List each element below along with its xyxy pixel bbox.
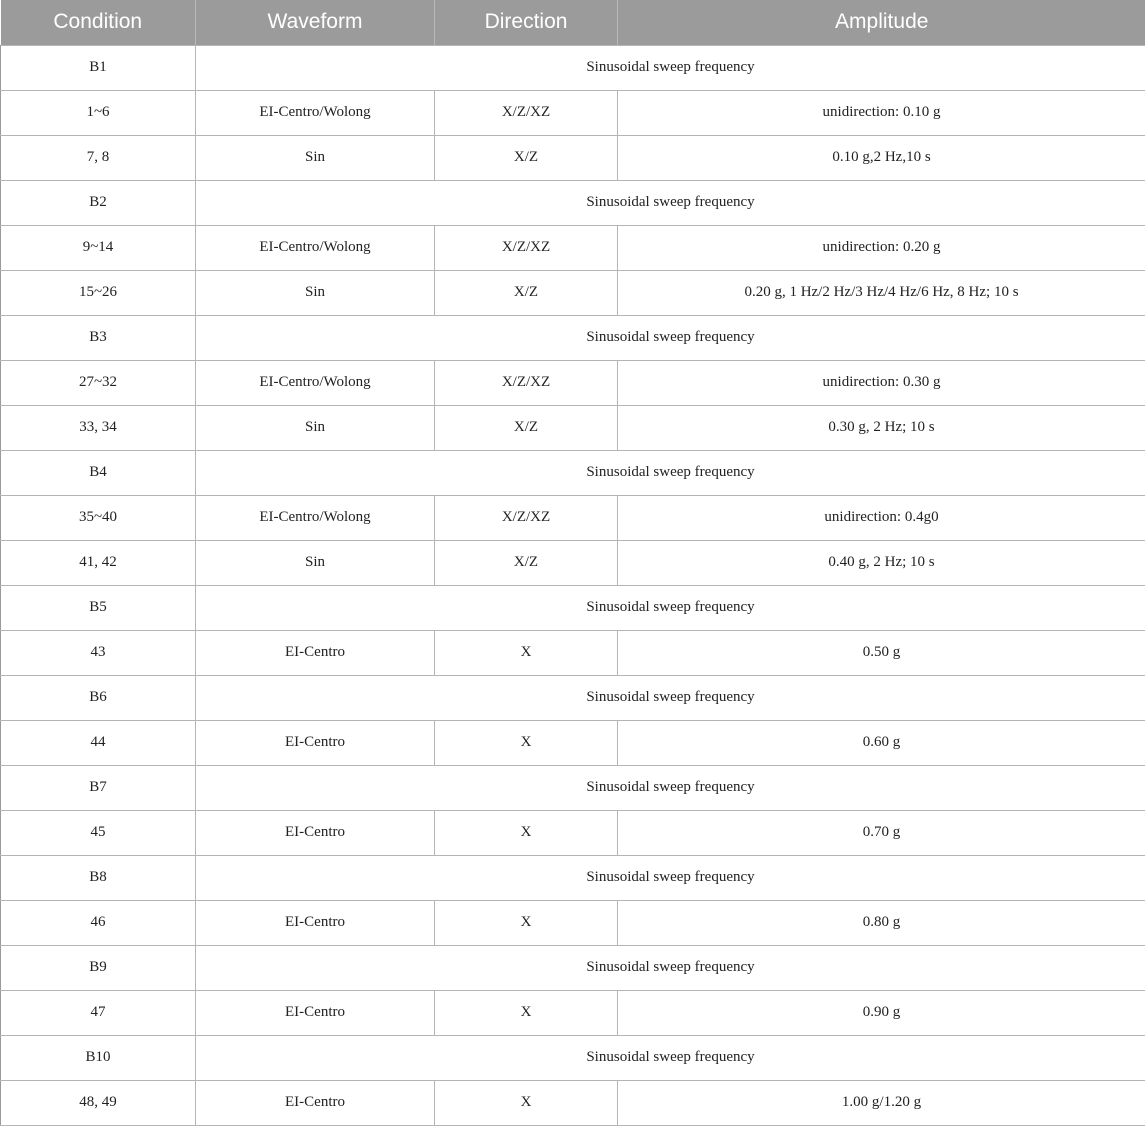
- waveform-cell: EI-Centro: [196, 720, 435, 765]
- waveform-cell: Sin: [196, 135, 435, 180]
- condition-cell: B9: [1, 945, 196, 990]
- sweep-cell: Sinusoidal sweep frequency: [196, 45, 1145, 90]
- table-row: [1, 540, 1145, 585]
- sweep-cell: Sinusoidal sweep frequency: [196, 765, 1145, 810]
- waveform-cell: Sin: [196, 540, 435, 585]
- table-row: [1, 810, 1145, 855]
- direction-cell: X: [435, 810, 618, 855]
- sweep-cell: Sinusoidal sweep frequency: [196, 315, 1145, 360]
- condition-cell: 45: [1, 810, 196, 855]
- direction-cell: X: [435, 900, 618, 945]
- table-row: [1, 135, 1145, 180]
- table-body: [1, 45, 1145, 1125]
- direction-cell: X/Z/XZ: [435, 495, 618, 540]
- column-header-waveform: Waveform: [196, 0, 435, 45]
- condition-cell: B7: [1, 765, 196, 810]
- condition-cell: 47: [1, 990, 196, 1035]
- direction-cell: X: [435, 1080, 618, 1125]
- amplitude-cell: 0.40 g, 2 Hz; 10 s: [618, 540, 1145, 585]
- waveform-cell: EI-Centro: [196, 630, 435, 675]
- condition-cell: 33, 34: [1, 405, 196, 450]
- amplitude-cell: 0.60 g: [618, 720, 1145, 765]
- waveform-cell: EI-Centro: [196, 900, 435, 945]
- direction-cell: X/Z/XZ: [435, 225, 618, 270]
- amplitude-cell: unidirection: 0.4g0: [618, 495, 1145, 540]
- column-header-amplitude: Amplitude: [618, 0, 1145, 45]
- header-row: [1, 0, 1145, 45]
- direction-cell: X/Z/XZ: [435, 360, 618, 405]
- condition-cell: 1~6: [1, 90, 196, 135]
- condition-cell: B10: [1, 1035, 196, 1080]
- amplitude-cell: unidirection: 0.30 g: [618, 360, 1145, 405]
- amplitude-cell: 0.70 g: [618, 810, 1145, 855]
- waveform-cell: Sin: [196, 270, 435, 315]
- sweep-cell: Sinusoidal sweep frequency: [196, 180, 1145, 225]
- sweep-row: [1, 945, 1145, 990]
- condition-cell: 27~32: [1, 360, 196, 405]
- sweep-row: [1, 765, 1145, 810]
- sweep-row: [1, 45, 1145, 90]
- condition-cell: 48, 49: [1, 1080, 196, 1125]
- amplitude-cell: 0.90 g: [618, 990, 1145, 1035]
- waveform-cell: EI-Centro: [196, 1080, 435, 1125]
- table-row: [1, 495, 1145, 540]
- amplitude-cell: 0.80 g: [618, 900, 1145, 945]
- sweep-cell: Sinusoidal sweep frequency: [196, 585, 1145, 630]
- waveform-cell: Sin: [196, 405, 435, 450]
- table-row: [1, 630, 1145, 675]
- sweep-cell: Sinusoidal sweep frequency: [196, 1035, 1145, 1080]
- table-row: [1, 990, 1145, 1035]
- condition-cell: 41, 42: [1, 540, 196, 585]
- condition-cell: 15~26: [1, 270, 196, 315]
- waveform-cell: EI-Centro: [196, 810, 435, 855]
- amplitude-cell: unidirection: 0.20 g: [618, 225, 1145, 270]
- amplitude-cell: unidirection: 0.10 g: [618, 90, 1145, 135]
- table-row: [1, 405, 1145, 450]
- sweep-cell: Sinusoidal sweep frequency: [196, 945, 1145, 990]
- sweep-cell: Sinusoidal sweep frequency: [196, 675, 1145, 720]
- condition-cell: B3: [1, 315, 196, 360]
- amplitude-cell: 0.10 g,2 Hz,10 s: [618, 135, 1145, 180]
- direction-cell: X: [435, 990, 618, 1035]
- waveform-cell: EI-Centro/Wolong: [196, 90, 435, 135]
- sweep-row: [1, 675, 1145, 720]
- direction-cell: X/Z: [435, 270, 618, 315]
- direction-cell: X/Z: [435, 405, 618, 450]
- table-row: [1, 270, 1145, 315]
- table-row: [1, 225, 1145, 270]
- waveform-cell: EI-Centro/Wolong: [196, 495, 435, 540]
- condition-cell: B5: [1, 585, 196, 630]
- sweep-row: [1, 180, 1145, 225]
- column-header-condition: Condition: [1, 0, 196, 45]
- sweep-cell: Sinusoidal sweep frequency: [196, 450, 1145, 495]
- waveform-cell: EI-Centro/Wolong: [196, 225, 435, 270]
- direction-cell: X/Z: [435, 540, 618, 585]
- condition-cell: 35~40: [1, 495, 196, 540]
- condition-cell: 46: [1, 900, 196, 945]
- table-row: [1, 90, 1145, 135]
- direction-cell: X: [435, 630, 618, 675]
- table-row: [1, 1080, 1145, 1125]
- table-row: [1, 720, 1145, 765]
- condition-cell: 43: [1, 630, 196, 675]
- sweep-row: [1, 855, 1145, 900]
- table-row: [1, 900, 1145, 945]
- condition-cell: B6: [1, 675, 196, 720]
- direction-cell: X/Z/XZ: [435, 90, 618, 135]
- sweep-row: [1, 315, 1145, 360]
- waveform-cell: EI-Centro/Wolong: [196, 360, 435, 405]
- amplitude-cell: 0.30 g, 2 Hz; 10 s: [618, 405, 1145, 450]
- condition-cell: B4: [1, 450, 196, 495]
- sweep-cell: Sinusoidal sweep frequency: [196, 855, 1145, 900]
- condition-cell: 44: [1, 720, 196, 765]
- sweep-row: [1, 1035, 1145, 1080]
- table-header: [1, 0, 1145, 45]
- amplitude-cell: 0.20 g, 1 Hz/2 Hz/3 Hz/4 Hz/6 Hz, 8 Hz; 10 s: [618, 270, 1145, 315]
- amplitude-cell: 1.00 g/1.20 g: [618, 1080, 1145, 1125]
- condition-cell: B1: [1, 45, 196, 90]
- sweep-row: [1, 585, 1145, 630]
- direction-cell: X/Z: [435, 135, 618, 180]
- condition-cell: 9~14: [1, 225, 196, 270]
- direction-cell: X: [435, 720, 618, 765]
- condition-cell: B2: [1, 180, 196, 225]
- condition-cell: B8: [1, 855, 196, 900]
- waveform-cell: EI-Centro: [196, 990, 435, 1035]
- condition-cell: 7, 8: [1, 135, 196, 180]
- table-row: [1, 360, 1145, 405]
- sweep-row: [1, 450, 1145, 495]
- column-header-direction: Direction: [435, 0, 618, 45]
- amplitude-cell: 0.50 g: [618, 630, 1145, 675]
